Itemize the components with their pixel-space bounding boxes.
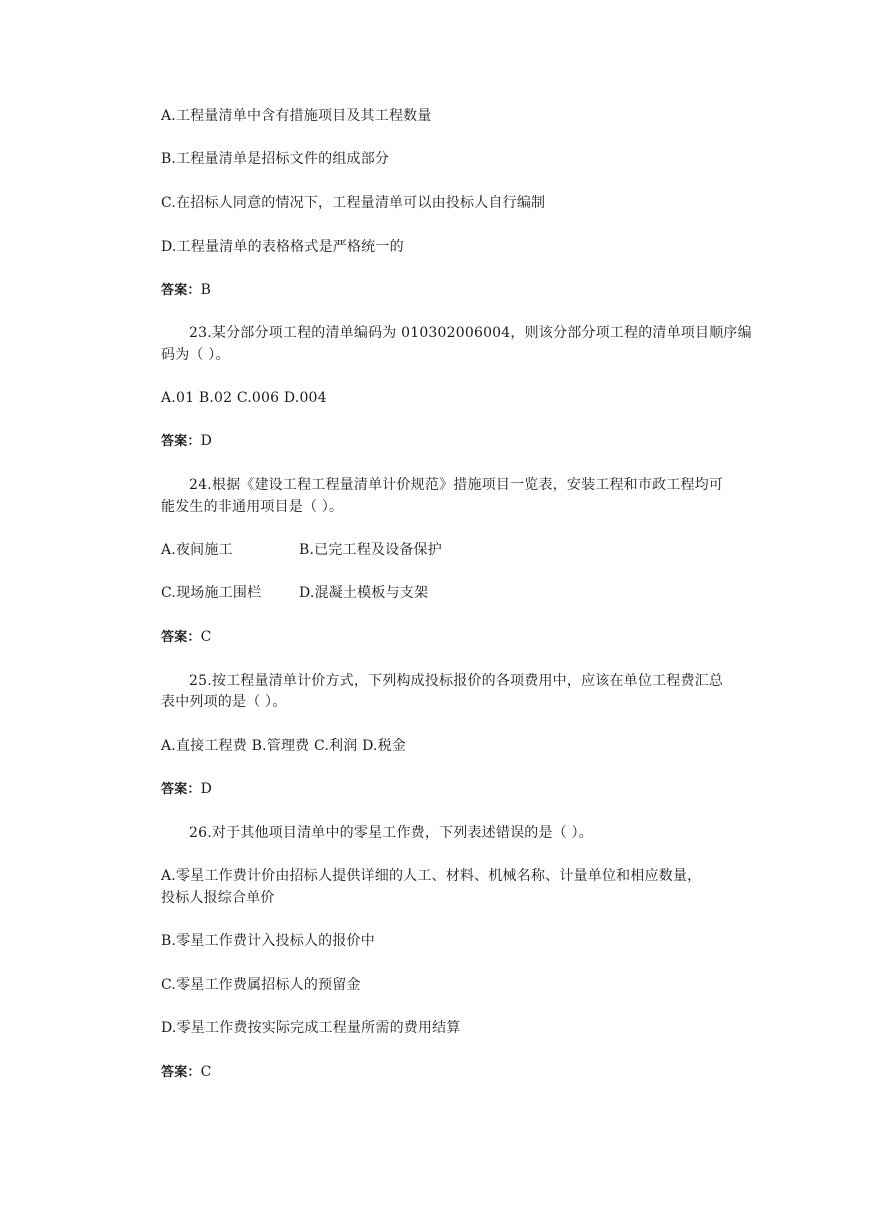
q24-answer <box>161 627 212 648</box>
q22-option-c: C.在招标人同意的情况下，工程量清单可以由投标人自行编制 <box>161 195 546 211</box>
q23-stem-line1: 23.某分部分项工程的清单编码为 010302006004，则该分部分项工程的清单项目顺序编 <box>189 325 752 341</box>
q24-option-b: B.已完工程及设备保护 <box>299 542 442 558</box>
q25-options: A.直接工程费 B.管理费 C.利润 D.税金 <box>161 738 407 754</box>
q23-answer <box>161 431 212 452</box>
answer-label: 答案： <box>161 1065 201 1080</box>
q26-option-a-line1: A.零星工作费计价由招标人提供详细的人工、材料、机械名称、计量单位和相应数量， <box>161 868 702 884</box>
q25-answer <box>161 779 212 800</box>
q26-stem: 26.对于其他项目清单中的零星工作费，下列表述错误的是（ ）。 <box>189 825 593 841</box>
q24-stem-line2: 能发生的非通用项目是（ ）。 <box>161 499 344 515</box>
q26-answer <box>161 1062 212 1083</box>
q22-option-a: A.工程量清单中含有措施项目及其工程数量 <box>161 108 432 124</box>
answer-value: D <box>200 781 213 797</box>
q26-option-a-line2: 投标人报综合单价 <box>161 890 275 906</box>
answer-label: 答案： <box>161 782 201 797</box>
q24-option-a: A.夜间施工 <box>161 542 233 558</box>
q23-stem-line2: 码为（ ）。 <box>161 347 230 363</box>
q25-stem-line1: 25.按工程量清单计价方式，下列构成投标报价的各项费用中，应该在单位工程费汇总 <box>189 673 724 689</box>
answer-value: B <box>200 282 212 298</box>
answer-label: 答案： <box>161 630 201 645</box>
q24-stem-line1: 24.根据《建设工程工程量清单计价规范》措施项目一览表，安装工程和市政工程均可 <box>189 477 724 493</box>
q22-answer <box>161 280 211 301</box>
q24-option-d: D.混凝土模板与支架 <box>299 585 429 601</box>
q23-options: A.01 B.02 C.006 D.004 <box>161 390 327 406</box>
answer-value: C <box>200 1064 212 1080</box>
q26-option-d: D.零星工作费按实际完成工程量所需的费用结算 <box>161 1020 461 1036</box>
answer-label: 答案： <box>161 283 201 298</box>
q26-option-c: C.零星工作费属招标人的预留金 <box>161 977 361 993</box>
answer-label: 答案： <box>161 434 201 449</box>
q22-option-b: B.工程量清单是招标文件的组成部分 <box>161 151 390 167</box>
q22-option-d: D.工程量清单的表格格式是严格统一的 <box>161 239 404 255</box>
q26-option-b: B.零星工作费计入投标人的报价中 <box>161 933 375 949</box>
answer-value: D <box>200 433 213 449</box>
answer-value: C <box>200 629 212 645</box>
q25-stem-line2: 表中列项的是（ ）。 <box>161 694 287 710</box>
q24-option-c: C.现场施工围栏 <box>161 585 262 601</box>
